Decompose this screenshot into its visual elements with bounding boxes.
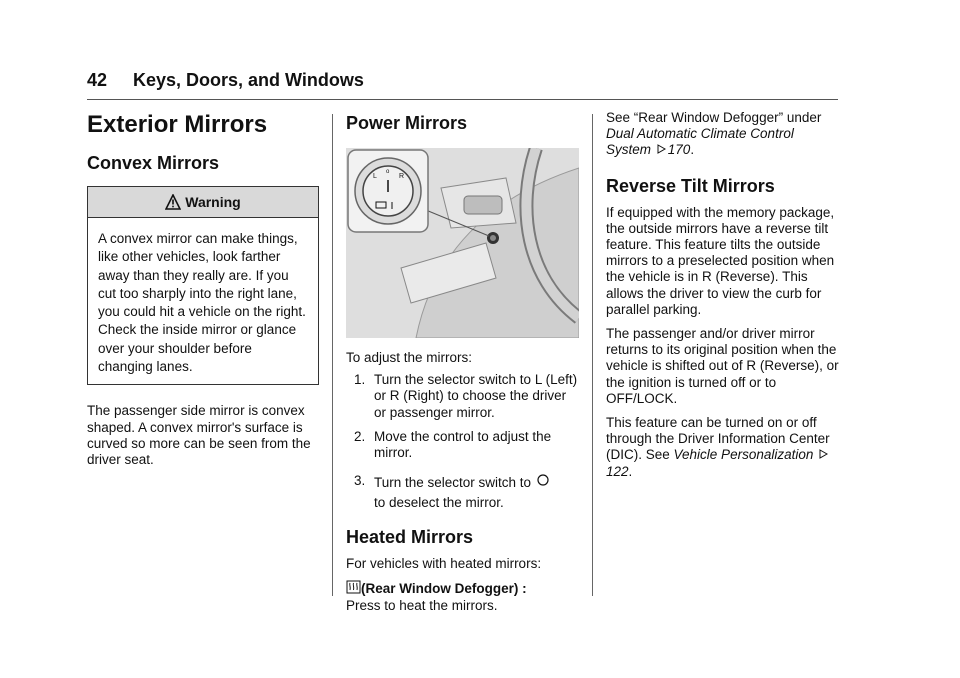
page-ref-arrow-icon: [657, 142, 666, 158]
warning-box: [87, 186, 319, 385]
step-1-number: 1.: [354, 372, 366, 388]
defogger-text: Press to heat the mirrors.: [346, 598, 498, 614]
rear-defogger-icon: [346, 580, 361, 598]
step-3-text-after: to deselect the mirror.: [374, 495, 504, 511]
step-1: [346, 372, 579, 421]
warning-title: Warning: [185, 194, 241, 210]
reverse-tilt-para-2: The passenger and/or driver mirror returns to its original position when the vehicle is shifted out of R (Reverse), or the ignition is turned off or to OFF/LOCK.: [606, 326, 839, 406]
para-3-link[interactable]: Vehicle Personalization: [673, 447, 814, 463]
step-3: [346, 473, 579, 511]
see-reference-end: .: [690, 142, 695, 158]
center-position-icon: [537, 473, 549, 491]
step-3-text-before: Turn the selector switch to: [374, 475, 532, 491]
para-3-prefix: This feature can be turned on or off through the Driver Information Center (DIC). See: [606, 415, 830, 463]
column-3: [606, 110, 841, 480]
defogger-line: [346, 580, 579, 614]
svg-text:R: R: [399, 173, 405, 180]
column-2: [346, 110, 579, 614]
power-mirrors-intro: To adjust the mirrors:: [346, 350, 473, 365]
warning-icon: [165, 190, 181, 220]
section-title-power-mirrors: Power Mirrors: [346, 113, 468, 133]
svg-text:L: L: [373, 173, 377, 180]
page-number: 42: [87, 70, 108, 90]
step-2-number: 2.: [354, 428, 366, 444]
page-header: [87, 70, 838, 100]
warning-header: [88, 187, 318, 218]
convex-body-text: The passenger side mirror is convex shaped. A convex mirror's surface is curved so more can be seen from the driver seat.: [87, 403, 311, 467]
page-ref-arrow-icon: [819, 447, 828, 463]
chapter-title: Keys, Doors, and Windows: [133, 70, 364, 90]
step-2: [346, 429, 579, 461]
warning-text: A convex mirror can make things, like other vehicles, look farther away than they really are. If you cut too sharply into the right lane, you could hit a vehicle on the right. Check the inside mirror or glance over your shoulder before changing lanes.: [98, 231, 306, 375]
step-2-text: Move the control to adjust the mirror.: [374, 428, 552, 461]
section-title-heated-mirrors: Heated Mirrors: [346, 526, 474, 547]
reverse-tilt-para-1: If equipped with the memory package, the outside mirrors have a reverse tilt feature. This feature tilts the outside mirrors to a preselected position when the vehicle is in R (Reverse). This allows the driver to view the curb for parallel parking.: [606, 204, 835, 317]
heated-mirrors-intro: For vehicles with heated mirrors:: [346, 555, 542, 571]
see-reference-page[interactable]: 170: [667, 142, 691, 158]
see-reference-prefix: See “Rear Window Defogger” under: [606, 110, 822, 125]
column-1: [87, 110, 319, 468]
power-mirror-steps: [346, 372, 579, 511]
step-1-text: Turn the selector switch to L (Left) or R (Right) to choose the driver or passenger mirror.: [374, 372, 578, 420]
para-3-end: .: [628, 463, 633, 479]
header-rule: [87, 99, 838, 100]
see-reference-link[interactable]: Dual Automatic Climate Control System: [606, 126, 794, 158]
svg-text:o: o: [386, 169, 390, 175]
defogger-label: (Rear Window Defogger) :: [361, 580, 527, 596]
section-title-reverse-tilt-mirrors: Reverse Tilt Mirrors: [606, 175, 775, 196]
column-divider-1: [332, 114, 333, 596]
para-3-page[interactable]: 122: [606, 463, 629, 479]
reverse-tilt-para-3: [606, 415, 841, 480]
column-divider-2: [592, 114, 593, 596]
see-reference: [606, 110, 841, 159]
step-3-number: 3.: [354, 473, 366, 489]
subsection-title-convex-mirrors: Convex Mirrors: [87, 153, 220, 173]
section-title-exterior-mirrors: Exterior Mirrors: [87, 111, 268, 138]
power-mirror-illustration: [346, 148, 579, 338]
